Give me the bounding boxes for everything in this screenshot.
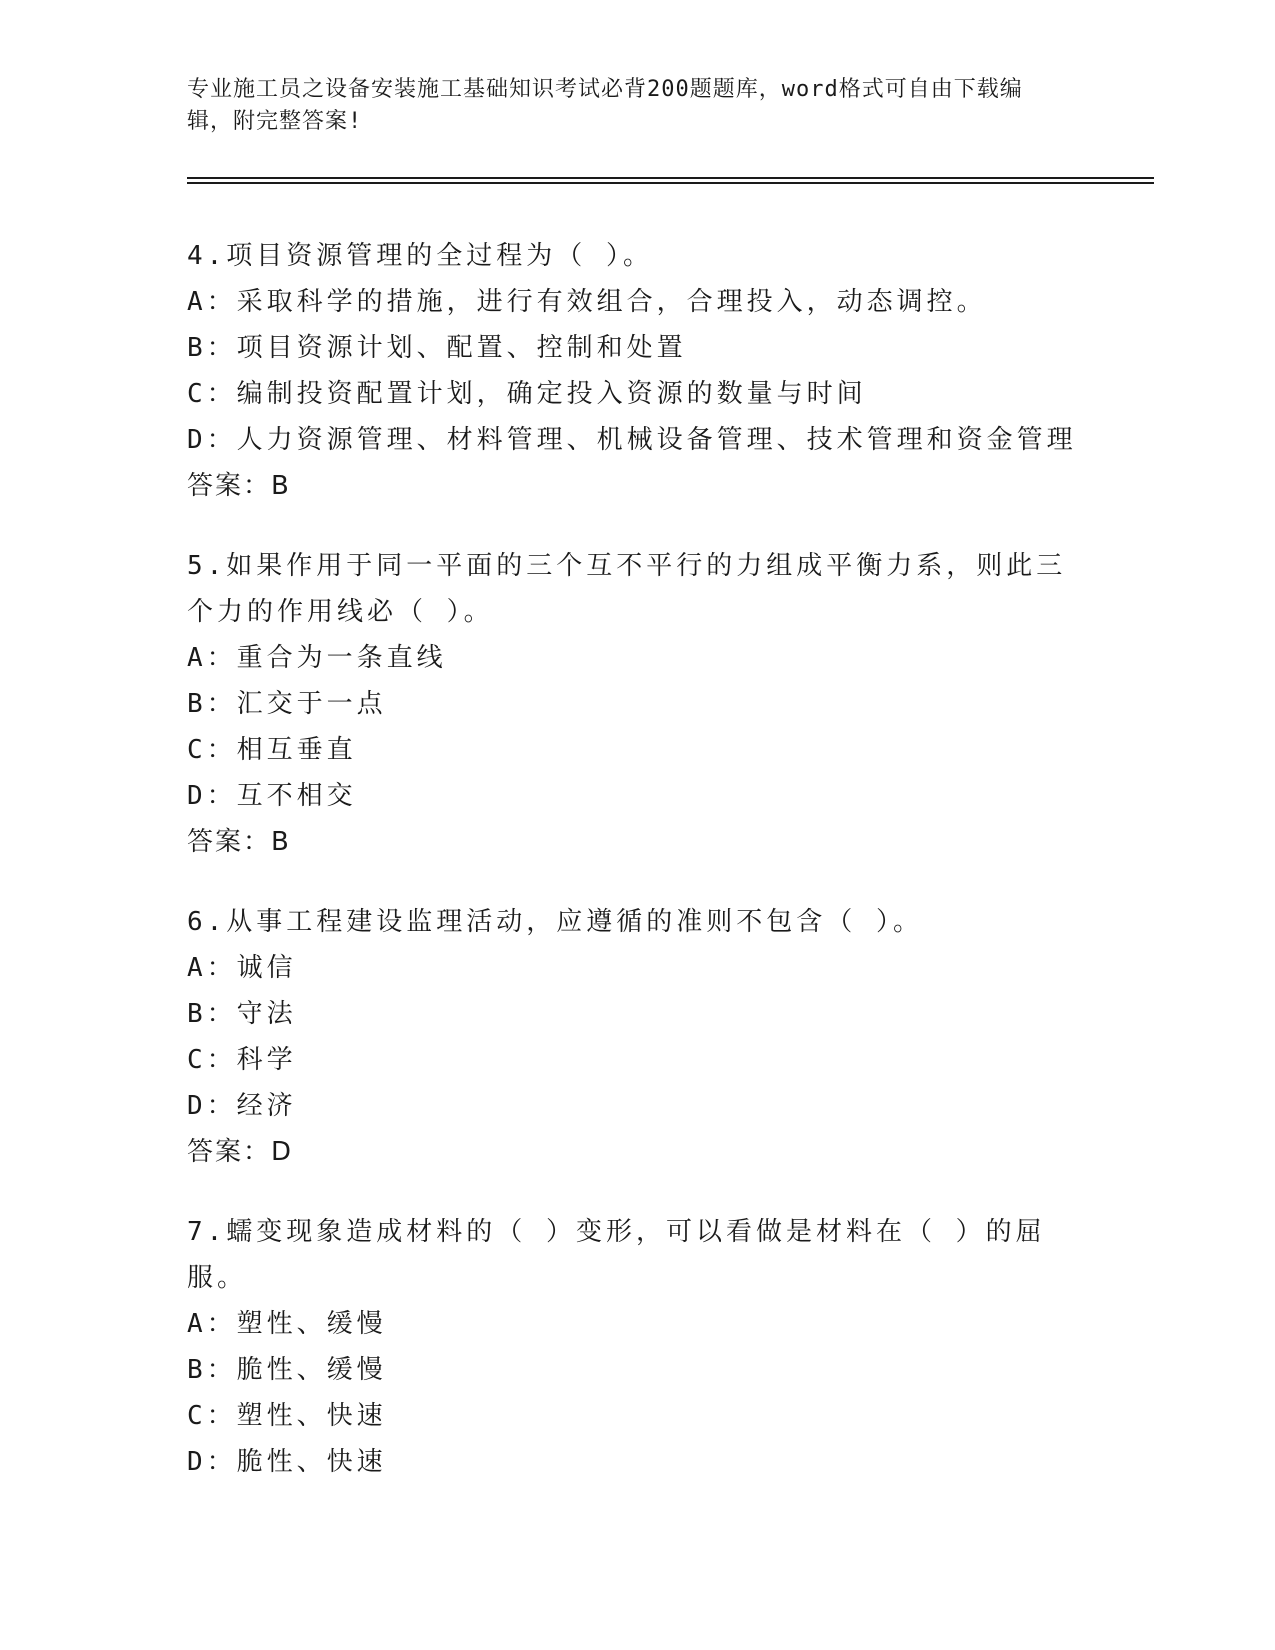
option-c: C：科学: [187, 1045, 297, 1075]
option-b: B：汇交于一点: [187, 689, 387, 719]
header-rule-bottom: [187, 182, 1154, 184]
answer: 答案：B: [187, 471, 291, 501]
option-a: A：采取科学的措施，进行有效组合，合理投入，动态调控。: [187, 287, 987, 317]
question-stem: 6.从事工程建设监理活动，应遵循的准则不包含（ ）。: [187, 907, 923, 937]
question-4: [187, 233, 1087, 509]
question-stem: 4.项目资源管理的全过程为（ ）。: [187, 241, 653, 271]
option-a: A：塑性、缓慢: [187, 1309, 387, 1339]
answer: 答案：D: [187, 1137, 294, 1167]
document-header: 专业施工员之设备安装施工基础知识考试必背200题题库，word格式可自由下载编辑，附完整答案!: [187, 77, 1023, 134]
answer: 答案：B: [187, 827, 291, 857]
question-stem: 5.如果作用于同一平面的三个互不平行的力组成平衡力系，则此三个力的作用线必（ ）。: [187, 551, 1067, 627]
option-a: A：重合为一条直线: [187, 643, 447, 673]
option-d: D：经济: [187, 1091, 297, 1121]
option-b: B：守法: [187, 999, 297, 1029]
option-b: B：脆性、缓慢: [187, 1355, 387, 1385]
question-stem: 7.蠕变现象造成材料的（ ）变形，可以看做是材料在（ ）的屈服。: [187, 1217, 1046, 1293]
header-rule-top: [187, 177, 1154, 179]
option-d: D：脆性、快速: [187, 1447, 387, 1477]
question-list: [187, 233, 1087, 1519]
option-c: C：相互垂直: [187, 735, 357, 765]
option-d: D：互不相交: [187, 781, 357, 811]
option-a: A：诚信: [187, 953, 297, 983]
option-c: C：编制投资配置计划，确定投入资源的数量与时间: [187, 379, 867, 409]
question-6: [187, 899, 1087, 1175]
question-7: [187, 1209, 1087, 1485]
option-b: B：项目资源计划、配置、控制和处置: [187, 333, 687, 363]
question-5: [187, 543, 1087, 865]
option-d: D：人力资源管理、材料管理、机械设备管理、技术管理和资金管理: [187, 425, 1077, 455]
option-c: C：塑性、快速: [187, 1401, 387, 1431]
